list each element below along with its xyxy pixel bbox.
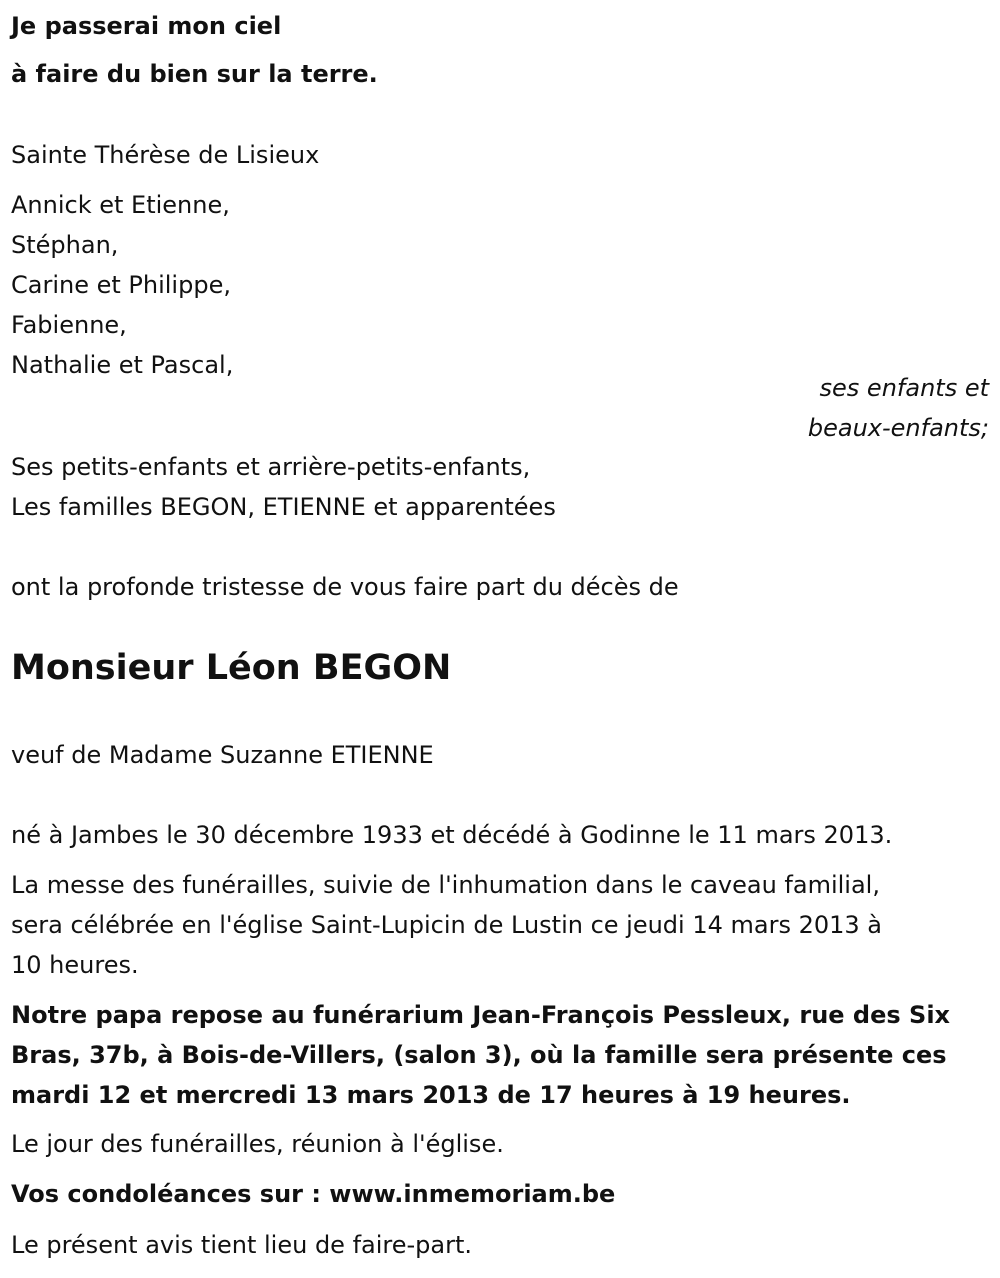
grandchildren-line: Ses petits-enfants et arrière-petits-enfants,	[11, 453, 531, 481]
child-line: Nathalie et Pascal,	[11, 351, 234, 379]
quote-line-2: à faire du bien sur la terre.	[11, 60, 378, 88]
mass-line: 10 heures.	[11, 951, 139, 979]
condolences-line: Vos condoléances sur : www.inmemoriam.be	[11, 1180, 616, 1208]
visitation-line: Notre papa repose au funérarium Jean-François Pessleux, rue des Six	[11, 1001, 951, 1029]
announcement-intro: ont la profonde tristesse de vous faire part du décès de	[11, 573, 679, 601]
visitation-line: Bras, 37b, à Bois-de-Villers, (salon 3), où la famille sera présente ces	[11, 1041, 947, 1069]
meeting-line: Le jour des funérailles, réunion à l'église.	[11, 1130, 504, 1158]
quote-line-1: Je passerai mon ciel	[11, 12, 282, 40]
mass-line: sera célébrée en l'église Saint-Lupicin de Lustin ce jeudi 14 mars 2013 à	[11, 911, 883, 939]
widower-line: veuf de Madame Suzanne ETIENNE	[11, 741, 434, 769]
child-line: Fabienne,	[11, 311, 127, 339]
families-line: Les familles BEGON, ETIENNE et apparentées	[11, 493, 556, 521]
notice-line: Le présent avis tient lieu de faire-part.	[11, 1231, 473, 1259]
deceased-name: Monsieur Léon BEGON	[11, 648, 452, 688]
child-line: Stéphan,	[11, 231, 119, 259]
relation-line-1: ses enfants et	[819, 374, 989, 402]
relation-line-2: beaux-enfants;	[807, 414, 989, 442]
visitation-line: mardi 12 et mercredi 13 mars 2013 de 17 heures à 19 heures.	[11, 1081, 851, 1109]
birth-death-line: né à Jambes le 30 décembre 1933 et décédé à Godinne le 11 mars 2013.	[11, 821, 893, 849]
child-line: Carine et Philippe,	[11, 271, 231, 299]
quote-author: Sainte Thérèse de Lisieux	[11, 141, 320, 169]
mass-line: La messe des funérailles, suivie de l'inhumation dans le caveau familial,	[11, 871, 880, 899]
child-line: Annick et Etienne,	[11, 191, 230, 219]
